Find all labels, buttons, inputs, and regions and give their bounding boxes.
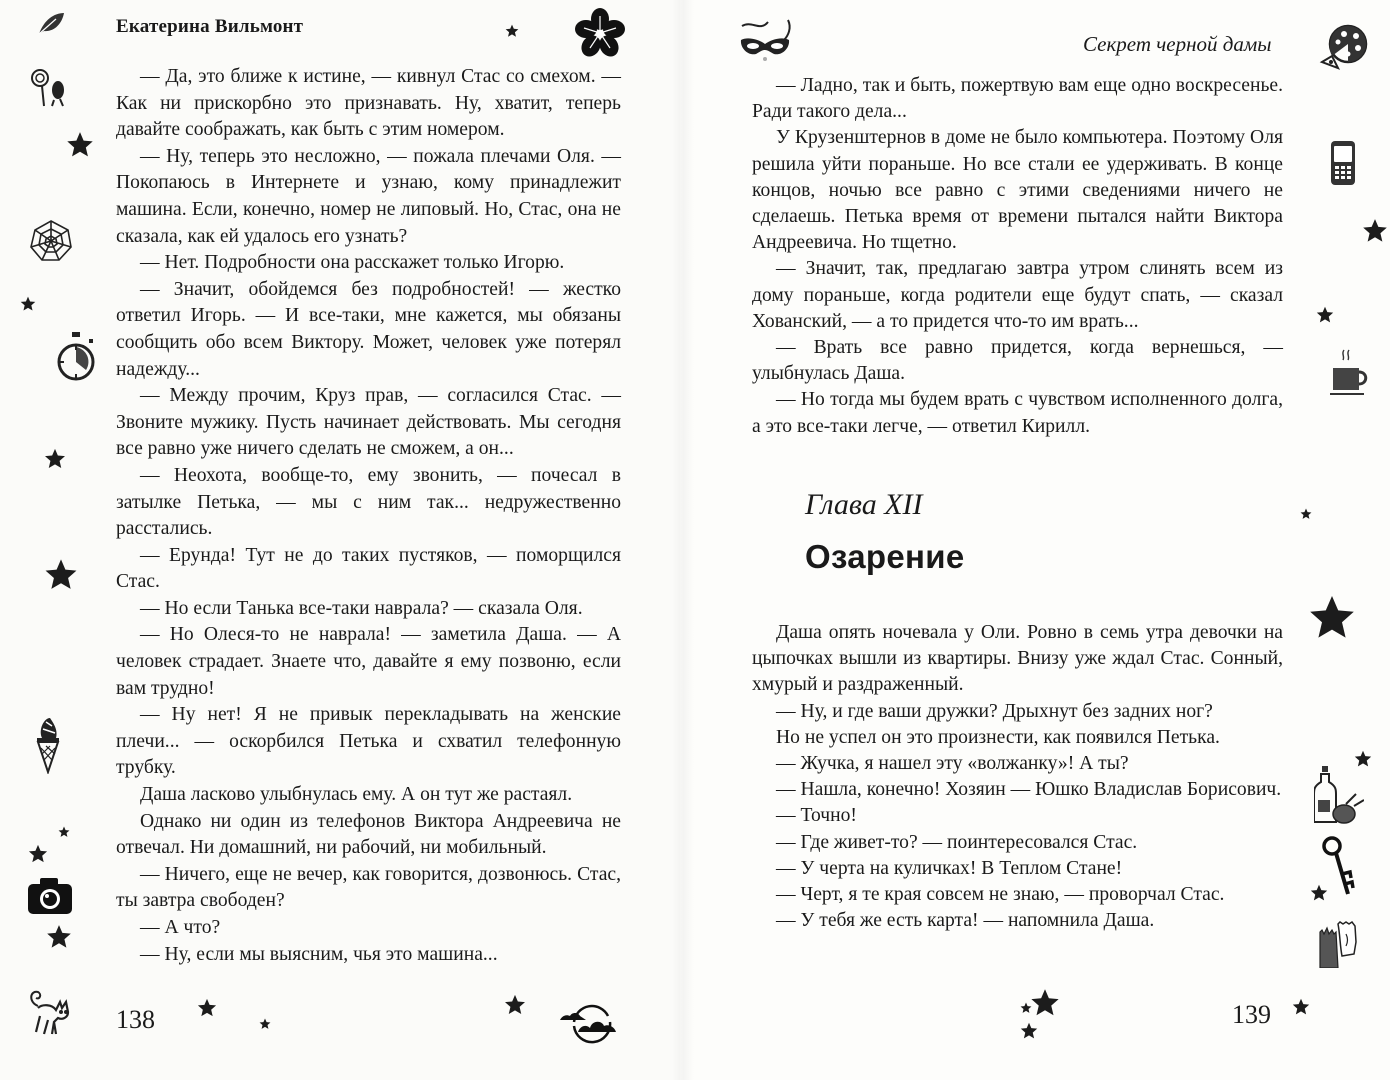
star-icon bbox=[44, 448, 66, 470]
paragraph: — У тебя же есть карта! — напомнила Даша. bbox=[776, 910, 1155, 932]
star-icon bbox=[1292, 998, 1310, 1016]
paragraph: — Да, это ближе к истине, — кивнул Стас со смехом. — Как ни прискорбно это признавать. Ну, хватит, теперь давайте соображать, как быть с этим номером. bbox=[116, 66, 621, 141]
star-icon bbox=[197, 998, 217, 1018]
paragraph: — Где живет-то? — поинтересовался Стас. bbox=[776, 831, 1138, 853]
star-icon bbox=[46, 924, 72, 950]
pizza-icon bbox=[1318, 22, 1372, 72]
coffee-cup-icon bbox=[1330, 346, 1372, 402]
running-head-author: Екатерина Вильмонт bbox=[116, 16, 304, 37]
cloud-sun-icon bbox=[560, 1002, 618, 1044]
spiderweb-icon bbox=[28, 218, 74, 264]
paragraph: — Между прочим, Круз прав, — согласился Стас. — Звоните мужику. Пусть начинает действовать. Мы сегодня все равно уже ничего сделать не сможем, а он... bbox=[116, 385, 621, 460]
star-icon bbox=[58, 826, 70, 838]
paragraph: — Ну, и где ваши дружки? Дрыхнут без задних ног? bbox=[776, 700, 1213, 722]
star-icon bbox=[44, 558, 78, 592]
paragraph: — А что? bbox=[140, 917, 221, 938]
paragraph: — Точно! bbox=[776, 805, 857, 827]
mobile-phone-icon bbox=[1330, 140, 1356, 186]
star-icon bbox=[1300, 508, 1312, 520]
star-icon bbox=[259, 1018, 271, 1030]
paragraph: — Неохота, вообще-то, ему звонить, — почесал в затылке Петька, — мы с ним так... недружественно расстались. bbox=[116, 464, 621, 540]
paragraph: У Крузенштернов в доме не было компьютера. Поэтому Оля решила уйти пораньше. Но все стали ее удерживать. В конце концов, ночью все равно с этими сведениями ничего не сделаешь. Петька время от времени пытался найти Виктора Андреевича. Но тщетно. bbox=[752, 127, 1283, 254]
paragraph: Но не успел он это произнести, как появился Петька. bbox=[776, 726, 1220, 748]
mask-icon bbox=[738, 18, 796, 64]
cat-icon bbox=[26, 988, 72, 1036]
star-icon bbox=[1020, 1022, 1038, 1040]
paragraph: — Но тогда мы будем врать с чувством исполненного долга, а это все-таки легче, — ответил Кирилл. bbox=[752, 389, 1283, 437]
star-icon bbox=[28, 844, 48, 864]
paragraph: — Ладно, так и быть, пожертвую вам еще одно воскресенье. Ради такого дела... bbox=[752, 75, 1283, 123]
book-gutter bbox=[672, 0, 694, 1080]
paragraph: — Но Олеся-то не наврала! — заметила Даша. — А человек страдает. Знаете что, давайте я ему позвоню, если вам трудно! bbox=[116, 624, 621, 699]
paragraph: — Ерунда! Тут не до таких пустяков, — поморщился Стас. bbox=[116, 544, 621, 593]
camera-icon bbox=[28, 878, 72, 914]
stopwatch-icon bbox=[56, 330, 100, 386]
paragraph: — Жучка, я нашел эту «волжанку»! А ты? bbox=[776, 753, 1129, 775]
paragraph: — У черта на куличках! В Теплом Стане! bbox=[776, 857, 1123, 879]
star-icon bbox=[20, 296, 36, 312]
paragraph: — Ничего, еще не вечер, как говорится, дозвонюсь. Стас, ты завтра свободен? bbox=[116, 863, 621, 912]
page-number-left: 138 bbox=[116, 1005, 155, 1034]
star-icon bbox=[1362, 218, 1388, 244]
star-icon bbox=[1308, 594, 1356, 642]
paragraph: — Врать все равно придется, когда вернешься, — улыбнулась Даша. bbox=[752, 337, 1283, 385]
paragraph: — Но если Танька все-таки наврала? — сказала Оля. bbox=[140, 597, 583, 619]
page-number-right: 139 bbox=[1232, 1000, 1271, 1029]
star-icon bbox=[505, 24, 519, 38]
chapter-label: Глава XII bbox=[805, 488, 923, 521]
star-icon bbox=[1316, 306, 1334, 324]
star-icon bbox=[504, 994, 526, 1016]
paragraph: — Черт, я те края совсем не знаю, — проворчал Стас. bbox=[776, 884, 1225, 906]
right-page-body-chapter bbox=[752, 620, 1283, 934]
star-icon bbox=[66, 131, 94, 159]
leaf-icon bbox=[36, 10, 66, 36]
lollipop-candy-icon bbox=[30, 66, 72, 114]
paragraph: — Ну, теперь это несложно, — пожала плечами Оля. — Покопаюсь в Интернете и узнаю, кому принадлежит машина. Если, конечно, номер не липовый. Но, Стас, она не сказала, как ей удалось его узнать? bbox=[116, 145, 621, 247]
gloves-icon bbox=[1318, 920, 1358, 968]
star-icon bbox=[1310, 884, 1328, 902]
bottle-olive-icon bbox=[1314, 766, 1364, 826]
star-icon bbox=[1030, 988, 1060, 1018]
left-page-body bbox=[116, 64, 621, 968]
ice-cream-icon bbox=[34, 716, 62, 774]
chapter-title: Озарение bbox=[805, 538, 965, 575]
paragraph: — Нашла, конечно! Хозяин — Юшко Владислав Борисович. bbox=[776, 779, 1282, 801]
paragraph: Даша ласково улыбнулась ему. А он тут же растаял. bbox=[140, 784, 573, 806]
flower-icon bbox=[575, 8, 625, 58]
right-page-body-top bbox=[752, 73, 1283, 440]
paragraph: — Ну нет! Я не привык перекладывать на женские плечи... — оскорбился Петька и схватил телефонную трубку. bbox=[116, 704, 621, 779]
paragraph: Даша опять ночевала у Оли. Ровно в семь утра девочки на цыпочках вышли из квартиры. Внизу уже ждал Стас. Сонный, хмурый и раздраженный. bbox=[752, 622, 1283, 696]
paragraph: Однако ни один из телефонов Виктора Андреевича не отвечал. Ни домашний, ни рабочий, ни мобильный. bbox=[116, 810, 621, 859]
paragraph: — Значит, так, предлагаю завтра утром слинять всем из дому пораньше, когда родители еще будут спать, — сказал Хованский, — а то придется что-то им врать... bbox=[752, 258, 1283, 332]
running-head-title: Секрет черной дамы bbox=[1083, 32, 1272, 56]
paragraph: — Нет. Подробности она расскажет только Игорю. bbox=[140, 252, 565, 274]
paragraph: — Ну, если мы выясним, чья это машина... bbox=[140, 943, 498, 965]
paragraph: — Значит, обойдемся без подробностей! — жестко ответил Игорь. — И все-таки, мне кажется, мы обязаны сообщить обо всем Виктору. Может, человек уже потерял надежду... bbox=[116, 278, 621, 380]
